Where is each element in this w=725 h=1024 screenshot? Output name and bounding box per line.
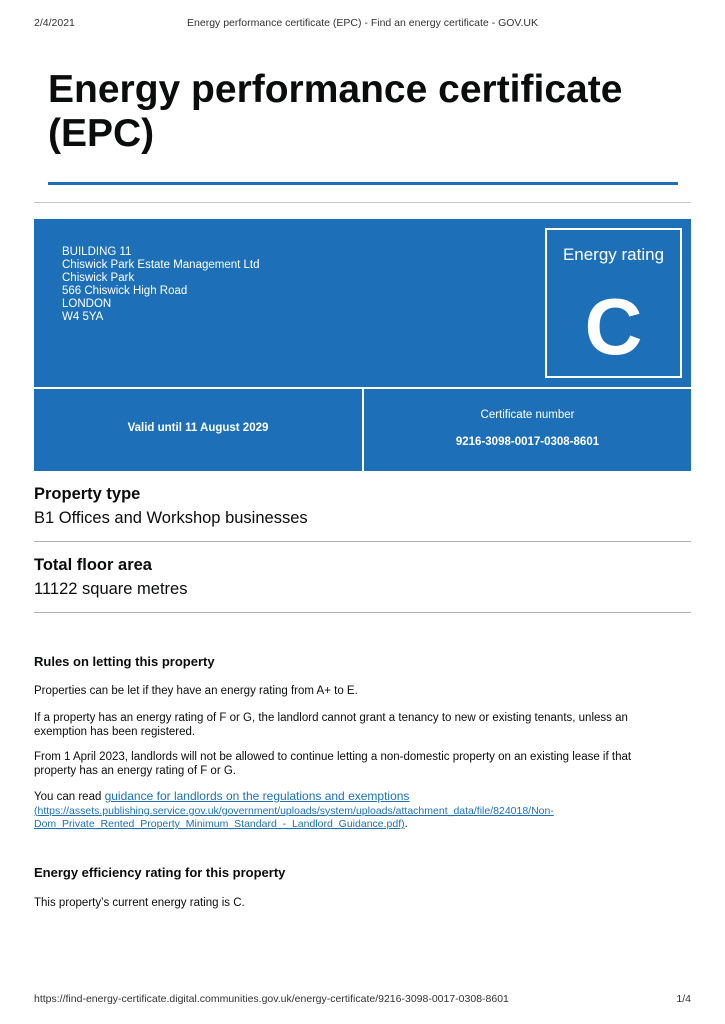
section-separator bbox=[34, 612, 691, 613]
address-line: LONDON bbox=[62, 298, 112, 310]
valid-until: Valid until 11 August 2029 bbox=[127, 422, 269, 434]
energy-rating-letter: C bbox=[584, 282, 643, 371]
letting-rules-paragraph: From 1 April 2023, landlords will not be allowed to continue letting a non-domestic property on an existing lease if that property has an energy rating of F or G. bbox=[34, 751, 632, 777]
title-underline bbox=[48, 182, 678, 185]
section-separator bbox=[34, 541, 691, 542]
print-date: 2/4/2021 bbox=[34, 17, 75, 29]
address-line: BUILDING 11 bbox=[62, 246, 132, 258]
property-type-value: B1 Offices and Workshop businesses bbox=[34, 509, 308, 527]
title-separator bbox=[34, 202, 691, 203]
efficiency-heading: Energy efficiency rating for this property bbox=[34, 865, 286, 880]
page-number: 1/4 bbox=[676, 993, 691, 1005]
address-line: W4 5YA bbox=[62, 311, 104, 323]
address-line: Chiswick Park Estate Management Ltd bbox=[62, 259, 260, 271]
floor-area-value: 11122 square metres bbox=[34, 580, 188, 598]
property-type-heading: Property type bbox=[34, 485, 141, 503]
floor-area-heading: Total floor area bbox=[34, 556, 152, 574]
address-line: 566 Chiswick High Road bbox=[62, 285, 188, 297]
guidance-url-continued[interactable]: Dom_Private_Rented_Property_Minimum_Standard_-_Landlord_Guidance.pdf) bbox=[34, 818, 405, 830]
property-address bbox=[62, 246, 260, 324]
address-line: Chiswick Park bbox=[62, 272, 135, 284]
page-title bbox=[48, 68, 688, 156]
efficiency-text: This property’s current energy rating is C. bbox=[34, 897, 245, 909]
energy-rating-label: Energy rating bbox=[562, 245, 665, 264]
letting-rules-paragraph: Properties can be let if they have an energy rating from A+ to E. bbox=[34, 685, 358, 697]
box-divider-vertical bbox=[362, 387, 364, 471]
guidance-link[interactable]: guidance for landlords on the regulations and exemptions bbox=[104, 789, 410, 803]
page-title-line-2: (EPC) bbox=[48, 112, 155, 155]
certificate-number: 9216-3098-0017-0308-8601 bbox=[455, 436, 600, 448]
print-footer-url: https://find-energy-certificate.digital.communities.gov.uk/energy-certificate/9216-3098-0017-0308-8601 bbox=[34, 993, 509, 1005]
certificate-summary-box bbox=[34, 219, 691, 471]
guidance-paragraph: You can read guidance for landlords on the regulations and exemptions (https://assets.publishing.service.gov.uk/government/uploads/system/uploads/attachment_data/file/824018/Non- Dom_Private_Rented_Property_Minimum_Standard_-_Landlord_Guidance.pdf). bbox=[34, 789, 554, 830]
guidance-url[interactable]: (https://assets.publishing.service.gov.uk/government/uploads/system/uploads/attachment_data/file/824018/Non- bbox=[34, 804, 554, 817]
print-header bbox=[0, 0, 725, 34]
letting-rules-paragraph: If a property has an energy rating of F or G, the landlord cannot grant a tenancy to new or existing tenants, unless an exemption has been registered. bbox=[34, 712, 628, 738]
energy-rating-box bbox=[545, 228, 682, 378]
certificate-number-label: Certificate number bbox=[480, 409, 575, 421]
letting-rules-heading: Rules on letting this property bbox=[34, 654, 215, 669]
page-title-line-1: Energy performance certificate bbox=[48, 68, 623, 111]
print-page-title: Energy performance certificate (EPC) - Find an energy certificate - GOV.UK bbox=[187, 17, 538, 29]
